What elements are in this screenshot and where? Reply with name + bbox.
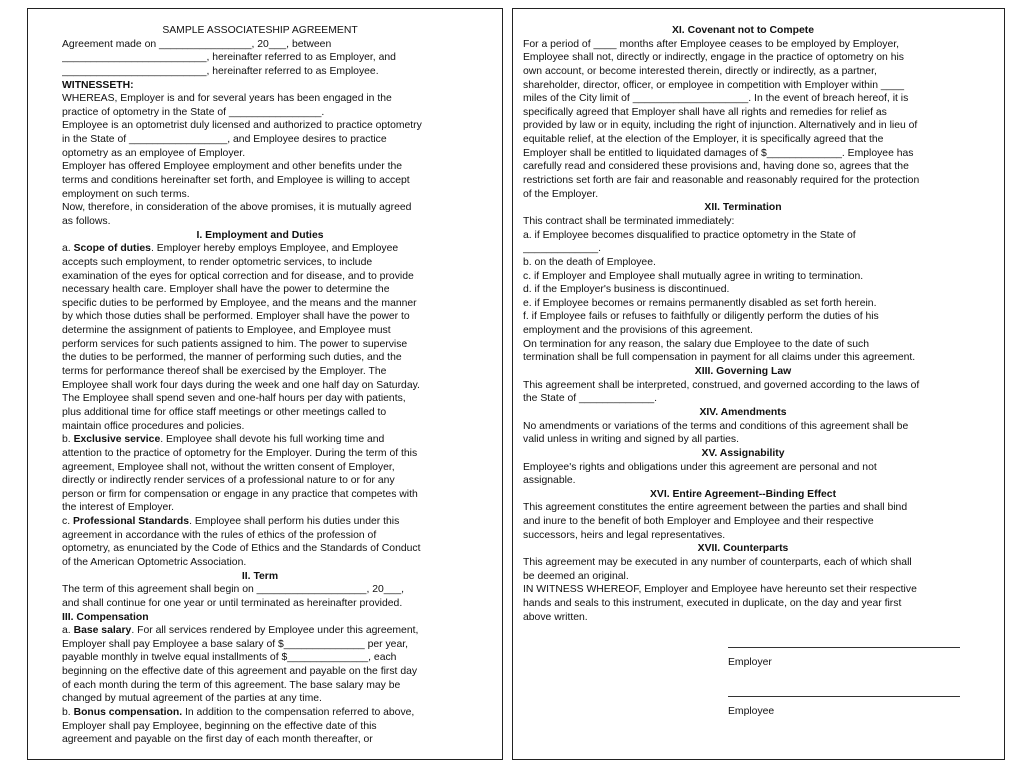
clause-text: . Employee shall perform his duties under this — [189, 516, 400, 528]
text-line: Employee's rights and obligations under this agreement are personal and not — [523, 461, 877, 473]
section-heading: I. Employment and Duties — [196, 229, 324, 241]
text-line: optometry, as enunciated by the Code of Ethics and the Standards of Conduct — [62, 543, 421, 555]
text-line: beginning on the effective date of this agreement and payable on the first day — [62, 666, 418, 678]
text-line: of the Employer. — [523, 188, 599, 200]
clause-title: Scope of duties — [73, 243, 151, 255]
text-line: plus additional time for office staff meetings or other meetings called to — [62, 406, 387, 418]
text-line — [62, 433, 458, 447]
text-line: agreement, Employee shall not, without the written consent of Employer, — [62, 461, 395, 473]
signature-line — [728, 696, 960, 697]
text-line: restrictions set forth are fair and reasonable and reasonably required for the protection — [523, 175, 920, 187]
text-line — [62, 706, 458, 720]
text-line: of each month during the term of this agreement. The base salary may be — [62, 679, 401, 691]
right-page — [512, 8, 1005, 760]
signature-line — [728, 647, 960, 648]
text-line: attention to the practice of optometry for the Employer. During the term of this — [62, 447, 418, 459]
text-line: perform services for such patients assigned to him. The power to supervise — [62, 338, 408, 350]
text-line: _____________. — [523, 243, 602, 255]
text-line: successors, heirs and legal representatives. — [523, 529, 726, 541]
text-line: in the State of _________________, and Employee desires to practice — [62, 134, 387, 146]
text-line: provided by law or in equity, including the right of injunction. Alternatively and in lieu of — [523, 120, 918, 132]
text-line: changed by mutual agreement of the parties at any time. — [62, 693, 322, 705]
text-line: payable monthly in twelve equal installments of $______________, each — [62, 652, 397, 664]
text-line: own account, or become interested therein, directly or indirectly, as a partner, — [523, 65, 877, 77]
text-line: No amendments or variations of the terms and conditions of this agreement shall be — [523, 420, 909, 432]
text-line: equitable relief, at the election of the Employer, it is specifically agreed that the — [523, 134, 884, 146]
text-line: specific duties to be performed by Employee, and the means and the manner — [62, 297, 417, 309]
text-line: This agreement constitutes the entire agreement between the parties and shall bind — [523, 502, 908, 514]
text-line: maintain office procedures and policies. — [62, 420, 245, 432]
section-heading: III. Compensation — [62, 611, 149, 623]
clause-title: Bonus compensation. — [73, 707, 183, 719]
clause-letter: b. — [62, 434, 74, 446]
clause-title: Base salary — [73, 625, 132, 637]
text-line: examination of the eyes for optical correction and for disease, and to provide — [62, 270, 414, 282]
text-line: termination shall be full compensation in payment for all claims under this agreement. — [523, 352, 916, 364]
text-line: Agreement made on ________________, 20___, between — [62, 38, 332, 50]
clause-letter: a. — [62, 243, 74, 255]
text-line: valid unless in writing and signed by all parties. — [523, 434, 740, 446]
text-line: IN WITNESS WHEREOF, Employer and Employee have hereunto set their respective — [523, 584, 917, 596]
clause-text: . Employer hereby employs Employee, and Employee — [150, 243, 399, 255]
text-line: agreement in accordance with the rules of ethics of the profession of — [62, 529, 377, 541]
text-line: The Employee shall spend seven and one-half hours per day with patients, — [62, 393, 406, 405]
text-line: hands and seals to this instrument, executed in duplicate, on the day and year first — [523, 597, 902, 609]
text-line: Now, therefore, in consideration of the above promises, it is mutually agreed — [62, 202, 412, 214]
text-line: miles of the City limit of ____________________. In the event of breach hereof, it is — [523, 93, 909, 105]
text-line: Employee is an optometrist duly licensed and authorized to practice optometry — [62, 120, 422, 132]
text-line: the duties to be performed, the manner of performing such duties, and the — [62, 352, 402, 364]
text-line: be deemed an original. — [523, 570, 629, 582]
text-line: assignable. — [523, 475, 576, 487]
text-line: Employer has offered Employee employment and other benefits under the — [62, 161, 403, 173]
text-line: This contract shall be terminated immediately: — [523, 215, 735, 227]
left-page — [27, 8, 503, 760]
text-line: above written. — [523, 611, 588, 623]
section-heading: XVI. Entire Agreement--Binding Effect — [649, 488, 837, 500]
text-line: Employer shall pay Employee a base salary of $______________ per year, — [62, 638, 409, 650]
text-line: Employee shall work four days during the week and one half day on Saturday. — [62, 379, 420, 391]
section-heading: XV. Assignability — [701, 447, 785, 459]
text-line: d. if the Employer's business is discontinued. — [523, 284, 730, 296]
text-line — [62, 242, 458, 256]
section-heading: WITNESSETH: — [62, 79, 134, 91]
clause-text: . Employee shall devote his full working time and — [160, 434, 385, 446]
text-line: Employer shall pay Employee, beginning on the effective date of this — [62, 720, 377, 732]
text-line: This agreement shall be interpreted, construed, and governed according to the laws of — [523, 379, 920, 391]
left-page-text — [62, 24, 458, 747]
clause-letter: b. — [62, 707, 74, 719]
section-heading: SAMPLE ASSOCIATESHIP AGREEMENT — [162, 25, 358, 36]
text-line: the interest of Employer. — [62, 502, 175, 514]
signature-label: Employee — [728, 706, 775, 717]
text-line — [62, 515, 458, 529]
text-line: determine the assignment of patients to Employee, and Employee must — [62, 325, 391, 337]
section-heading: XVII. Counterparts — [697, 543, 789, 555]
text-line: and inure to the benefit of both Employer and Employee and their respective — [523, 516, 874, 528]
text-line: carefully read and considered these provisions and, having done so, agrees that the — [523, 161, 909, 173]
text-line: shareholder, director, officer, or employee in competition with Employer within ____ — [523, 79, 904, 91]
text-line: person or firm for compensation or engage in any practice that competes with — [62, 488, 418, 500]
text-line: accepts such employment, to render optometric services, to include — [62, 256, 373, 268]
text-line — [62, 624, 458, 638]
text-line: terms for performance thereof shall be exercised by the Employer. The — [62, 366, 387, 378]
text-line: agreement and payable on the first day of each month thereafter, or — [62, 734, 373, 746]
text-line: _________________________, hereinafter referred to as Employer, and — [62, 52, 396, 64]
section-heading: II. Term — [241, 570, 279, 582]
clause-letter: a. — [62, 625, 74, 637]
text-line: e. if Employee becomes or remains permanently disabled as set forth herein. — [523, 297, 877, 309]
clause-letter: c. — [62, 516, 73, 528]
text-line: b. on the death of Employee. — [523, 256, 656, 268]
text-line: optometry as an employee of Employer. — [62, 147, 246, 159]
section-heading: XII. Termination — [704, 202, 782, 214]
text-line: Employer shall be entitled to liquidated damages of $_____________. Employee has — [523, 147, 914, 159]
text-line: c. if Employer and Employee shall mutually agree in writing to termination. — [523, 270, 864, 282]
text-line: WHEREAS, Employer is and for several years has been engaged in the — [62, 93, 392, 105]
text-line: of the American Optometric Association. — [62, 556, 247, 568]
text-line: f. if Employee fails or refuses to faithfully or diligently perform the duties of his — [523, 311, 879, 323]
text-line: by which those duties shall be performed. Employer shall have the power to — [62, 311, 410, 323]
text-line: practice of optometry in the State of ________________. — [62, 106, 325, 118]
signature-block — [728, 647, 960, 745]
text-line: directly or indirectly render services of a professional nature to or for any — [62, 475, 395, 487]
text-line: specifically agreed that Employer shall have all rights and remedies for relief as — [523, 106, 887, 118]
text-line: the State of _____________. — [523, 393, 658, 405]
right-page-text — [523, 24, 963, 624]
section-heading: XIII. Governing Law — [694, 366, 792, 378]
text-line: The term of this agreement shall begin on ___________________, 20___, — [62, 584, 404, 596]
text-line: This agreement may be executed in any number of counterparts, each of which shall — [523, 556, 912, 568]
clause-text: In addition to the compensation referred to above, — [182, 707, 415, 719]
section-heading: XIV. Amendments — [699, 406, 787, 418]
text-line: On termination for any reason, the salary due Employee to the date of such — [523, 338, 869, 350]
text-line: _________________________, hereinafter referred to as Employee. — [62, 65, 379, 77]
text-line: employment and the provisions of this agreement. — [523, 325, 753, 337]
clause-title: Exclusive service — [73, 434, 161, 446]
text-line: a. if Employee becomes disqualified to practice optometry in the State of — [523, 229, 856, 241]
section-heading: XI. Covenant not to Compete — [671, 25, 814, 36]
text-line: terms and conditions hereinafter set forth, and Employee is willing to accept — [62, 175, 410, 187]
text-line: Employee shall not, directly or indirectly, engage in the practice of optometry on his — [523, 52, 904, 64]
text-line: employment on such terms. — [62, 188, 190, 200]
text-line: and shall continue for one year or until terminated as hereinafter provided. — [62, 597, 403, 609]
clause-text: . For all services rendered by Employee under this agreement, — [131, 625, 419, 637]
text-line: as follows. — [62, 215, 111, 227]
text-line: For a period of ____ months after Employee ceases to be employed by Employer, — [523, 38, 900, 50]
text-line: necessary health care. Employer shall have the power to determine the — [62, 284, 390, 296]
clause-title: Professional Standards — [72, 516, 190, 528]
signature-label: Employer — [728, 657, 772, 668]
